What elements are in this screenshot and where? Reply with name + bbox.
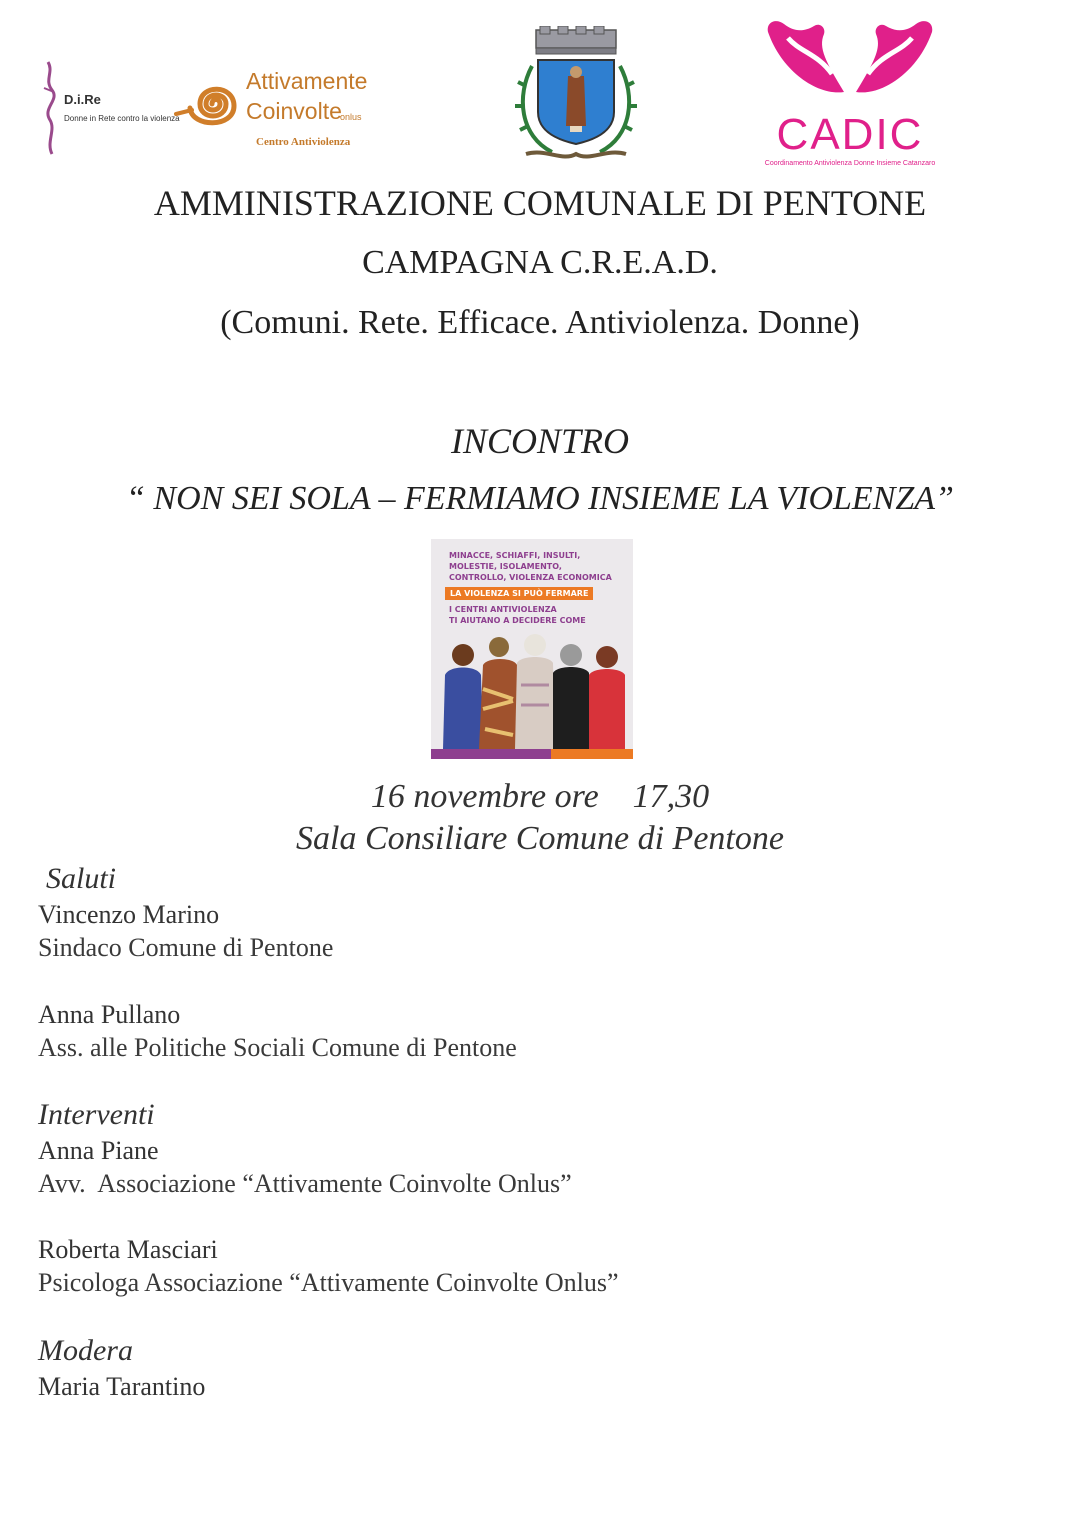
event-type-heading: INCONTRO [450, 421, 630, 461]
attivamente-subtitle: Centro Antiviolenza [256, 136, 351, 148]
campaign-acronym: (Comuni. Rete. Efficace. Antiviolenza. Donne) [220, 304, 860, 341]
speaker-name: Vincenzo Marino [38, 900, 220, 929]
speaker-role: Ass. alle Politiche Sociali Comune di Pentone [38, 1033, 517, 1062]
dire-logo [40, 58, 180, 158]
poster-banner: LA VIOLENZA SI PUÒ FERMARE [445, 587, 593, 600]
campaign-heading: CAMPAGNA C.R.E.A.D. [362, 244, 718, 281]
pentone-crest-logo [506, 26, 646, 166]
women-group-illustration [431, 629, 633, 759]
cadic-name: CADIC [776, 110, 924, 159]
cadic-subtitle: Coordinamento Antiviolenza Donne Insieme Catanzaro [764, 160, 936, 167]
speaker-role: Avv. Associazione “Attivamente Coinvolte Onlus” [38, 1169, 572, 1198]
attivamente-line1: Attivamente [246, 68, 368, 94]
attivamente-logo [172, 64, 372, 154]
butterfly-icon [748, 12, 952, 108]
campaign-poster-image [431, 539, 633, 759]
poster-text-line: MOLESTIE, ISOLAMENTO, [449, 562, 562, 571]
dire-subtitle: Donne in Rete contro la violenza [64, 114, 180, 123]
attivamente-line2: Coinvolte [246, 98, 342, 124]
modera-heading: Modera [38, 1334, 133, 1367]
interventi-heading: Interventi [38, 1098, 155, 1131]
speaker-name: Roberta Masciari [38, 1235, 218, 1264]
event-date-time: 16 novembre ore 17,30 [370, 778, 710, 815]
crest-icon [506, 26, 646, 166]
speaker-name: Anna Pullano [38, 1000, 181, 1029]
speaker-role: Psicologa Associazione “Attivamente Coinvolte Onlus” [38, 1268, 619, 1297]
event-place: Sala Consiliare Comune di Pentone [296, 820, 784, 857]
poster-text-line: I CENTRI ANTIVIOLENZA [449, 605, 557, 614]
cadic-logo [748, 12, 952, 170]
saluti-heading: Saluti [46, 862, 117, 895]
attivamente-onlus: onlus [340, 112, 362, 122]
speaker-name: Anna Piane [38, 1136, 159, 1165]
poster-text-line: TI AIUTANO A DECIDERE COME [449, 616, 586, 625]
speaker-role: Sindaco Comune di Pentone [38, 933, 334, 962]
dire-name: D.i.Re [64, 92, 101, 107]
event-title: “ NON SEI SOLA – FERMIAMO INSIEME LA VIOLENZA” [126, 480, 954, 517]
poster-text-line: CONTROLLO, VIOLENZA ECONOMICA [449, 573, 612, 582]
spiral-icon [172, 64, 248, 144]
administration-heading: AMMINISTRAZIONE COMUNALE DI PENTONE [153, 183, 927, 223]
dire-mark-icon [40, 58, 70, 158]
moderator-name: Maria Tarantino [38, 1372, 206, 1401]
poster-text-line: MINACCE, SCHIAFFI, INSULTI, [449, 551, 581, 560]
